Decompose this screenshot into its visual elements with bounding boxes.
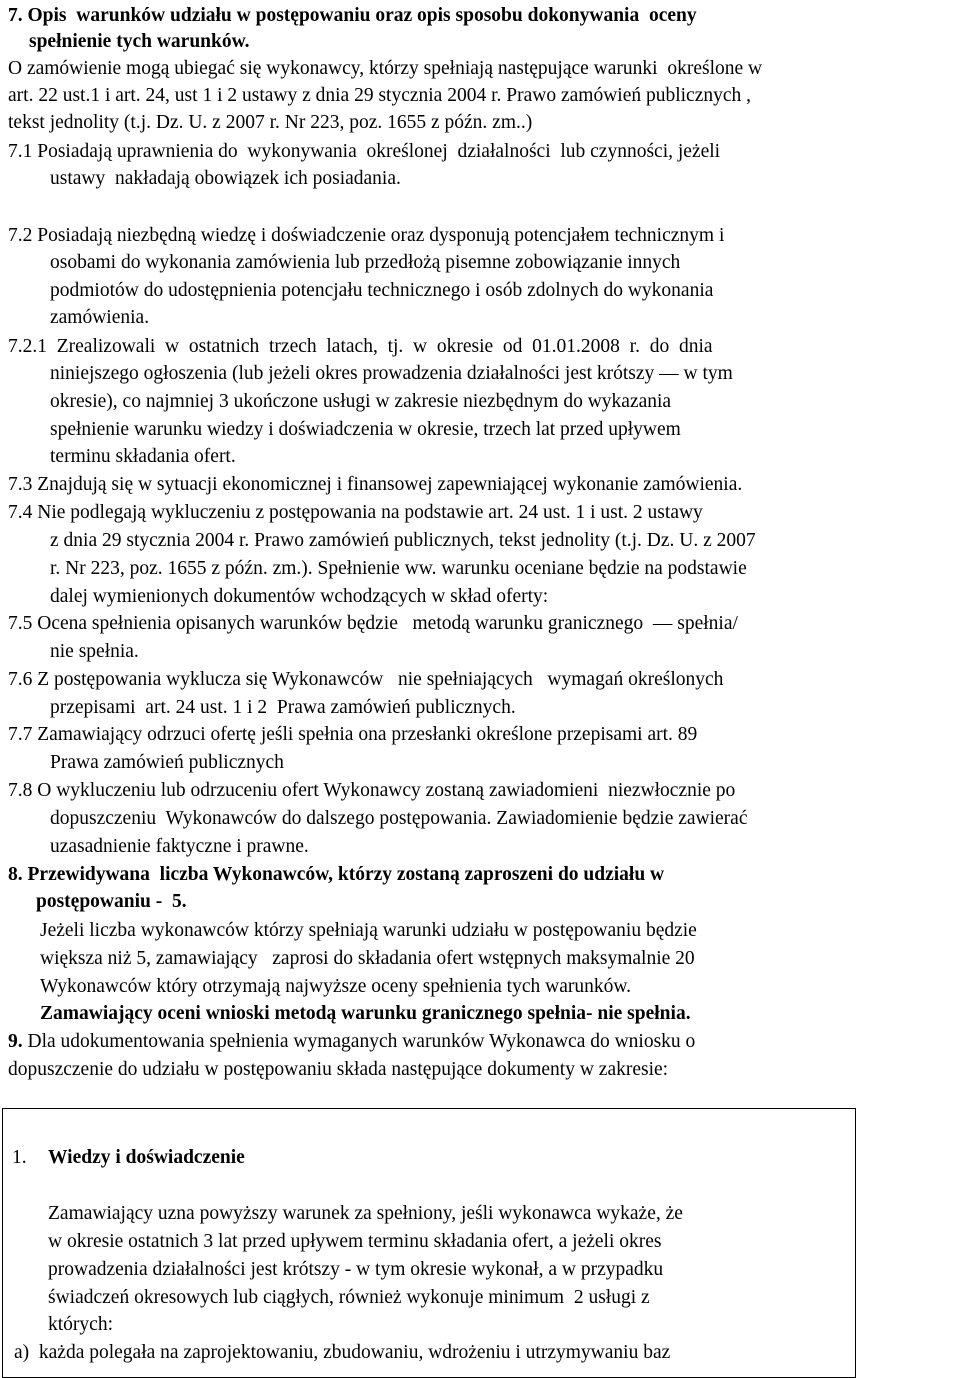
box-item-title: Wiedzy i doświadczenie (48, 1147, 245, 1168)
section-9-line-1 (8, 1030, 695, 1054)
item-7-2-1-line-1: 7.2.1 Zrealizowali w ostatnich trzech latach, tj. w okresie od 01.01.2008 r. do dnia (8, 336, 713, 357)
item-7-8-line-1: 7.8 O wykluczeniu lub odrzuceniu ofert Wykonawcy zostaną zawiadomieni niezwłocznie po (8, 780, 736, 801)
item-7-5-line-2: nie spełnia. (50, 641, 139, 662)
section-8-heading-line-1: 8. Przewidywana liczba Wykonawców, którzy zostaną zaproszeni do udziału w (8, 864, 665, 885)
box-body-line-5: których: (48, 1314, 113, 1335)
box-body-line-1: Zamawiający uzna powyższy warunek za spełniony, jeśli wykonawca wykaże, że (48, 1203, 683, 1224)
item-7-2-line-4: zamówienia. (50, 307, 150, 328)
section-7-intro-line-1: O zamówienie mogą ubiegać się wykonawcy, którzy spełniają następujące warunki określone w (8, 58, 763, 79)
item-7-1-line-2: ustawy nakładają obowiązek ich posiadania. (50, 168, 401, 189)
item-7-8-line-3: uzasadnienie faktyczne i prawne. (50, 836, 309, 857)
section-7-heading-line-2: spełnienie tych warunków. (29, 31, 250, 52)
item-7-8-line-2: dopuszczeniu Wykonawców do dalszego postępowania. Zawiadomienie będzie zawierać (50, 808, 748, 829)
section-7-heading-line-1: 7. Opis warunków udziału w postępowaniu oraz opis sposobu dokonywania oceny (8, 5, 697, 26)
section-8-body-line-1: Jeżeli liczba wykonawców którzy spełniają warunki udziału w postępowaniu będzie (40, 920, 697, 941)
section-7-intro-line-3: tekst jednolity (t.j. Dz. U. z 2007 r. Nr 223, poz. 1655 z późn. zm..) (8, 112, 533, 133)
box-body-line-4: świadczeń okresowych lub ciągłych, również wykonuje minimum 2 usługi z (48, 1287, 650, 1308)
item-7-6-line-1: 7.6 Z postępowania wyklucza się Wykonawców nie spełniających wymagań określonych (8, 669, 724, 690)
item-7-4-line-4: dalej wymienionych dokumentów wchodzących w skład oferty: (50, 586, 549, 607)
item-7-3: 7.3 Znajdują się w sytuacji ekonomicznej i finansowej zapewniającej wykonanie zamówienia. (8, 474, 743, 495)
item-7-5-line-1: 7.5 Ocena spełnienia opisanych warunków będzie metodą warunku granicznego — spełnia/ (8, 613, 738, 634)
item-7-2-1-line-4: spełnienie warunku wiedzy i doświadczenia w okresie, trzech lat przed upływem (50, 419, 681, 440)
section-9-line-1-text: Dla udokumentowania spełnienia wymaganych warunków Wykonawca do wniosku o (27, 1031, 696, 1052)
item-7-7-line-2: Prawa zamówień publicznych (50, 752, 284, 773)
item-7-4-line-1: 7.4 Nie podlegają wykluczeniu z postępowania na podstawie art. 24 ust. 1 i ust. 2 ustawy (8, 502, 703, 523)
section-9-line-2: dopuszczenie do udziału w postępowaniu składa następujące dokumenty w zakresie: (8, 1059, 669, 1080)
section-8-body-line-2: większa niż 5, zamawiający zaprosi do składania ofert wstępnych maksymalnie 20 (40, 948, 695, 969)
box-body-line-3: prowadzenia działalności jest krótszy - w tym okresie wykonał, a w przypadku (48, 1259, 664, 1280)
section-8-heading-line-2: postępowaniu - 5. (36, 891, 187, 912)
item-7-2-1-line-3: okresie), co najmniej 3 ukończone usługi w zakresie niezbędnym do wykazania (50, 391, 672, 412)
item-7-2-line-1: 7.2 Posiadają niezbędną wiedzę i doświadczenie oraz dysponują potencjałem technicznym i (8, 225, 725, 246)
box-body-line-6: a) każda polegała na zaprojektowaniu, zbudowaniu, wdrożeniu i utrzymywaniu baz (14, 1342, 671, 1363)
item-7-1-line-1: 7.1 Posiadają uprawnienia do wykonywania określonej działalności lub czynności, jeżeli (8, 141, 721, 162)
item-7-2-1-line-2: niniejszego ogłoszenia (lub jeżeli okres prowadzenia działalności jest krótszy — w tym (50, 363, 733, 384)
section-7-intro-line-2: art. 22 ust.1 i art. 24, ust 1 i 2 ustawy z dnia 29 stycznia 2004 r. Prawo zamówień publicznych , (8, 85, 752, 106)
box-item-number: 1. (12, 1147, 27, 1168)
item-7-6-line-2: przepisami art. 24 ust. 1 i 2 Prawa zamówień publicznych. (50, 697, 516, 718)
box-body-line-2: w okresie ostatnich 3 lat przed upływem terminu składania ofert, a jeżeli okres (48, 1231, 662, 1252)
item-7-2-1-line-5: terminu składania ofert. (50, 446, 236, 467)
section-8-evaluation-note: Zamawiający oceni wnioski metodą warunku granicznego spełnia- nie spełnia. (40, 1003, 691, 1024)
section-8-body-line-3: Wykonawców który otrzymają najwyższe oceny spełnienia tych warunków. (40, 976, 632, 997)
item-7-7-line-1: 7.7 Zamawiający odrzuci ofertę jeśli spełnia ona przesłanki określone przepisami art. 89 (8, 724, 698, 745)
item-7-4-line-3: r. Nr 223, poz. 1655 z późn. zm.). Spełnienie ww. warunku oceniane będzie na podstawie (50, 558, 747, 579)
section-9-number: 9. (8, 1031, 23, 1052)
item-7-2-line-2: osobami do wykonania zamówienia lub przedłożą pisemne zobowiązanie innych (50, 252, 681, 273)
item-7-2-line-3: podmiotów do udostępnienia potencjału technicznego i osób zdolnych do wykonania (50, 280, 714, 301)
item-7-4-line-2: z dnia 29 stycznia 2004 r. Prawo zamówień publicznych, tekst jednolity (t.j. Dz. U. z 2007 (50, 530, 756, 551)
